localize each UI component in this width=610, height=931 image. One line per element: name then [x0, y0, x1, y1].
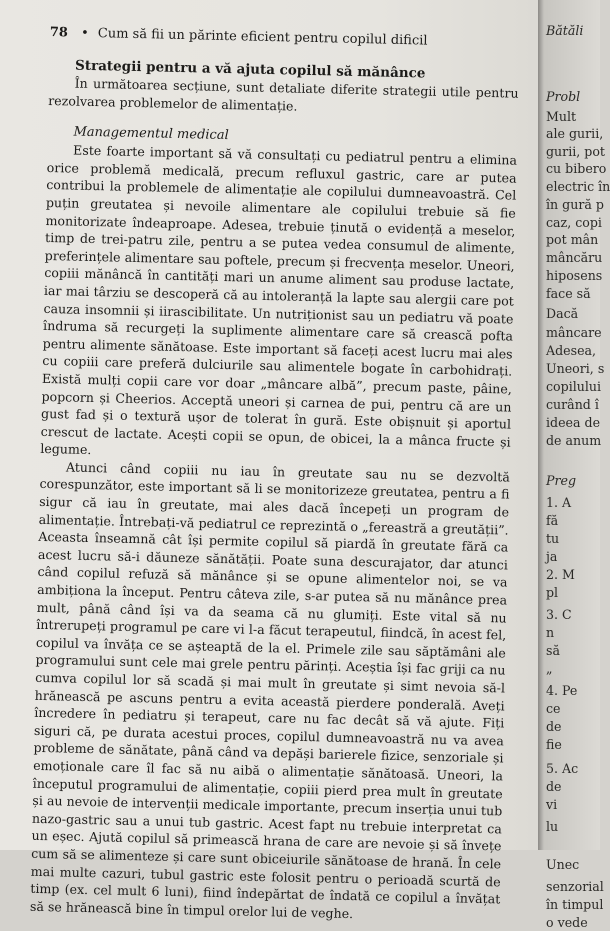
facing-page-fragment: 5. Ac: [546, 761, 579, 776]
book-title: Cum să fii un părinte eficient pentru copilul dificil: [97, 26, 428, 49]
body-paragraph-1: Este foarte important să vă consultați cu pediatrul pentru a elimina orice problemă medicală, precum refluxul gastric, care ar putea contribui la problemele de alimentație ale copilului dumneavoastră. Cel puțin greutatea și nevoile alimentare ale copilului trebuie să fie monitorizate îndeaproape. Adesea, trebuie ținută o evidență a meselor, timp de trei-patru zile, pentru a se putea vedea consumul de alimente, preferințele alimentare sau poftele, precum și frecvența meselor. Uneori, copiii mănâncă în cantități mari un anume aliment sau produse lactate, iar mai târziu se descoperă că au intoleranță la lapte sau alergii care pot cauza insomnii și iirascibilitate. Un nutriționist sau un pediatru vă poate îndruma să recurgeți la suplimente alimentare care să crească pofta pentru alimente sănătoase. Este important să faceți acest lucru mai ales cu copiii care preferă dulciurile sau alimentele bogate în carbohidrați. Există mulți copii care vor doar „mâncare albă”, precum paste, pâine, popcorn și Cheerios. Acceptă uneori și carnea de pui, pentru că are un gust fad și o textură ușor de tolerat în gură. Este obișnuit și aportul crescut de lactate. Acești copii se opun, de obicei, la a mânca fructe și legume.: [40, 142, 518, 458]
body-paragraph-2: Atunci când copiii nu iau în greutate sau nu se dezvoltă corespunzător, este important să li se monitorizeze greutatea, pentru a fi sigur că iau în greutate, mai ales dacă începeți un program de alimentație. Întrebați-vă pediatrul ce reprezintă o „fereastră a greutății”. Aceasta înseamnă cât își permite copilul să piardă în greutate fără ca acest lucru să-i dăuneze sănătății. Poate suna descurajator, dar atunci când copilul refuză să mănânce și se opune alimentelor noi, se va ambiționa la început. Pentru câteva zile, s-ar putea să nu mănânce prea mult, până când își va da seama că nu glumiți. Este vital să nu întrerupeți programul pe care vi l-a făcut terapeutul, fiindcă, în acest fel, copilul va învăța ce se așteaptă de la el. Primele zile sau săptămâni ale programului sunt cele mai grele pentru părinți. Aceștia își fac griji ca nu cumva copilul lor să scadă și mai mult în greutate și simt nevoia să-l hrănească pe ascuns pentru a evita această pierdere ponderală. Aveți încredere în pediatru și terapeut, care nu fac decât să vă ajute. Fiți siguri că, pe durata acestui proces, copilul dumneavoastră nu va avea probleme de sănătate, până când va depăși barierele fizice, senzoriale și emoționale care îl fac să nu aibă o alimentație sănătoasă. Uneori, la începutul programului de alimentație, copiii pierd prea mult în greutate și au nevoie de intervenții medicale importante, precum inserția unui tub nazo-gastric sau a unui tub gastric. Acest fapt nu trebuie interpretat ca un eșec. Ajută copilul să primească hrana de care are nevoie și să învețe cum să se alimenteze și care sunt obiceiurile sănătoase de hrană. În cele mai multe cazuri, tubul gastric este folosit pentru o perioadă scurtă de timp (ex. cel mult 6 luni), fiind îndepărtat de îndată ce copilul a învățat să se hrănească bine în timpul orelor lui de veghe.: [29, 459, 511, 921]
facing-page-fragment: vi: [546, 797, 558, 812]
facing-page-fragment: hiposens: [546, 268, 603, 283]
facing-page-fragment: senzorial: [546, 879, 604, 894]
section-title: Strategii pentru a vă ajuta copilul să mănânce: [74, 57, 426, 82]
facing-page-fragment: face să: [546, 286, 591, 301]
header-separator: •: [80, 25, 89, 41]
facing-page-fragment: caz, copi: [546, 215, 602, 230]
facing-page-fragment: electric în: [546, 179, 610, 194]
facing-page-fragment: 4. Pe: [546, 683, 578, 698]
facing-page-fragment: 3. C: [546, 607, 572, 622]
facing-page-fragment: tu: [546, 531, 560, 546]
facing-page-fragment: fă: [546, 513, 559, 528]
facing-page-fragment: să: [546, 643, 560, 658]
facing-page-fragment: lu: [546, 819, 559, 834]
facing-page-fragment: în gură p: [546, 197, 604, 212]
subsection-title: Managementul medical: [73, 124, 229, 144]
facing-page-fragment: de anum: [546, 433, 602, 448]
page-content: [30, 24, 520, 926]
facing-page-fragment: o vede: [546, 915, 588, 930]
facing-page-fragment: fie: [546, 737, 562, 752]
facing-page-fragment: curând î: [546, 397, 599, 412]
facing-page-fragment: 1. A: [546, 495, 572, 510]
facing-page-fragment: 2. M: [546, 567, 575, 582]
facing-page-fragment: pot mân: [546, 232, 599, 247]
facing-page-fragment: Probl: [546, 89, 581, 104]
facing-page-fragment: Dacă: [546, 306, 579, 321]
running-header: [50, 24, 520, 53]
facing-page-fragment: ce: [546, 701, 561, 716]
section-intro: În următoarea secțiune, sunt detaliate diferite strategii utile pentru rezolvarea problemelor de alimentație.: [48, 75, 519, 114]
facing-page-fragment: cu bibero: [546, 161, 607, 176]
facing-page-fragment: Bătăli: [546, 23, 584, 38]
facing-page-fragment: în timpul: [546, 897, 604, 912]
facing-page-fragment: Preg: [546, 473, 577, 488]
facing-page-fragment: „: [546, 661, 553, 676]
facing-page-fragment: Adesea,: [546, 343, 597, 358]
facing-page-fragment: gurii, pot: [546, 144, 605, 159]
facing-page-fragment: mâncare: [546, 325, 602, 340]
facing-page-fragment: mâncăru: [546, 250, 603, 265]
facing-page-fragment: de: [546, 719, 562, 734]
facing-page-fragment: ideea de: [546, 415, 601, 430]
facing-page-fragment: Uneori, s: [546, 361, 605, 376]
facing-page-fragment: Unec: [546, 857, 580, 872]
facing-page-fragment: pl: [546, 585, 559, 600]
facing-page-fragment: copilului: [546, 379, 602, 394]
facing-page-fragment: ja: [546, 549, 558, 564]
facing-page-fragment: de: [546, 779, 562, 794]
facing-page-fragment: ale gurii,: [546, 126, 604, 141]
facing-page-fragment: Mult: [546, 109, 577, 124]
facing-page-edge: [538, 0, 610, 930]
facing-page-fragment: n: [546, 625, 555, 640]
page-number: 78: [49, 24, 69, 41]
